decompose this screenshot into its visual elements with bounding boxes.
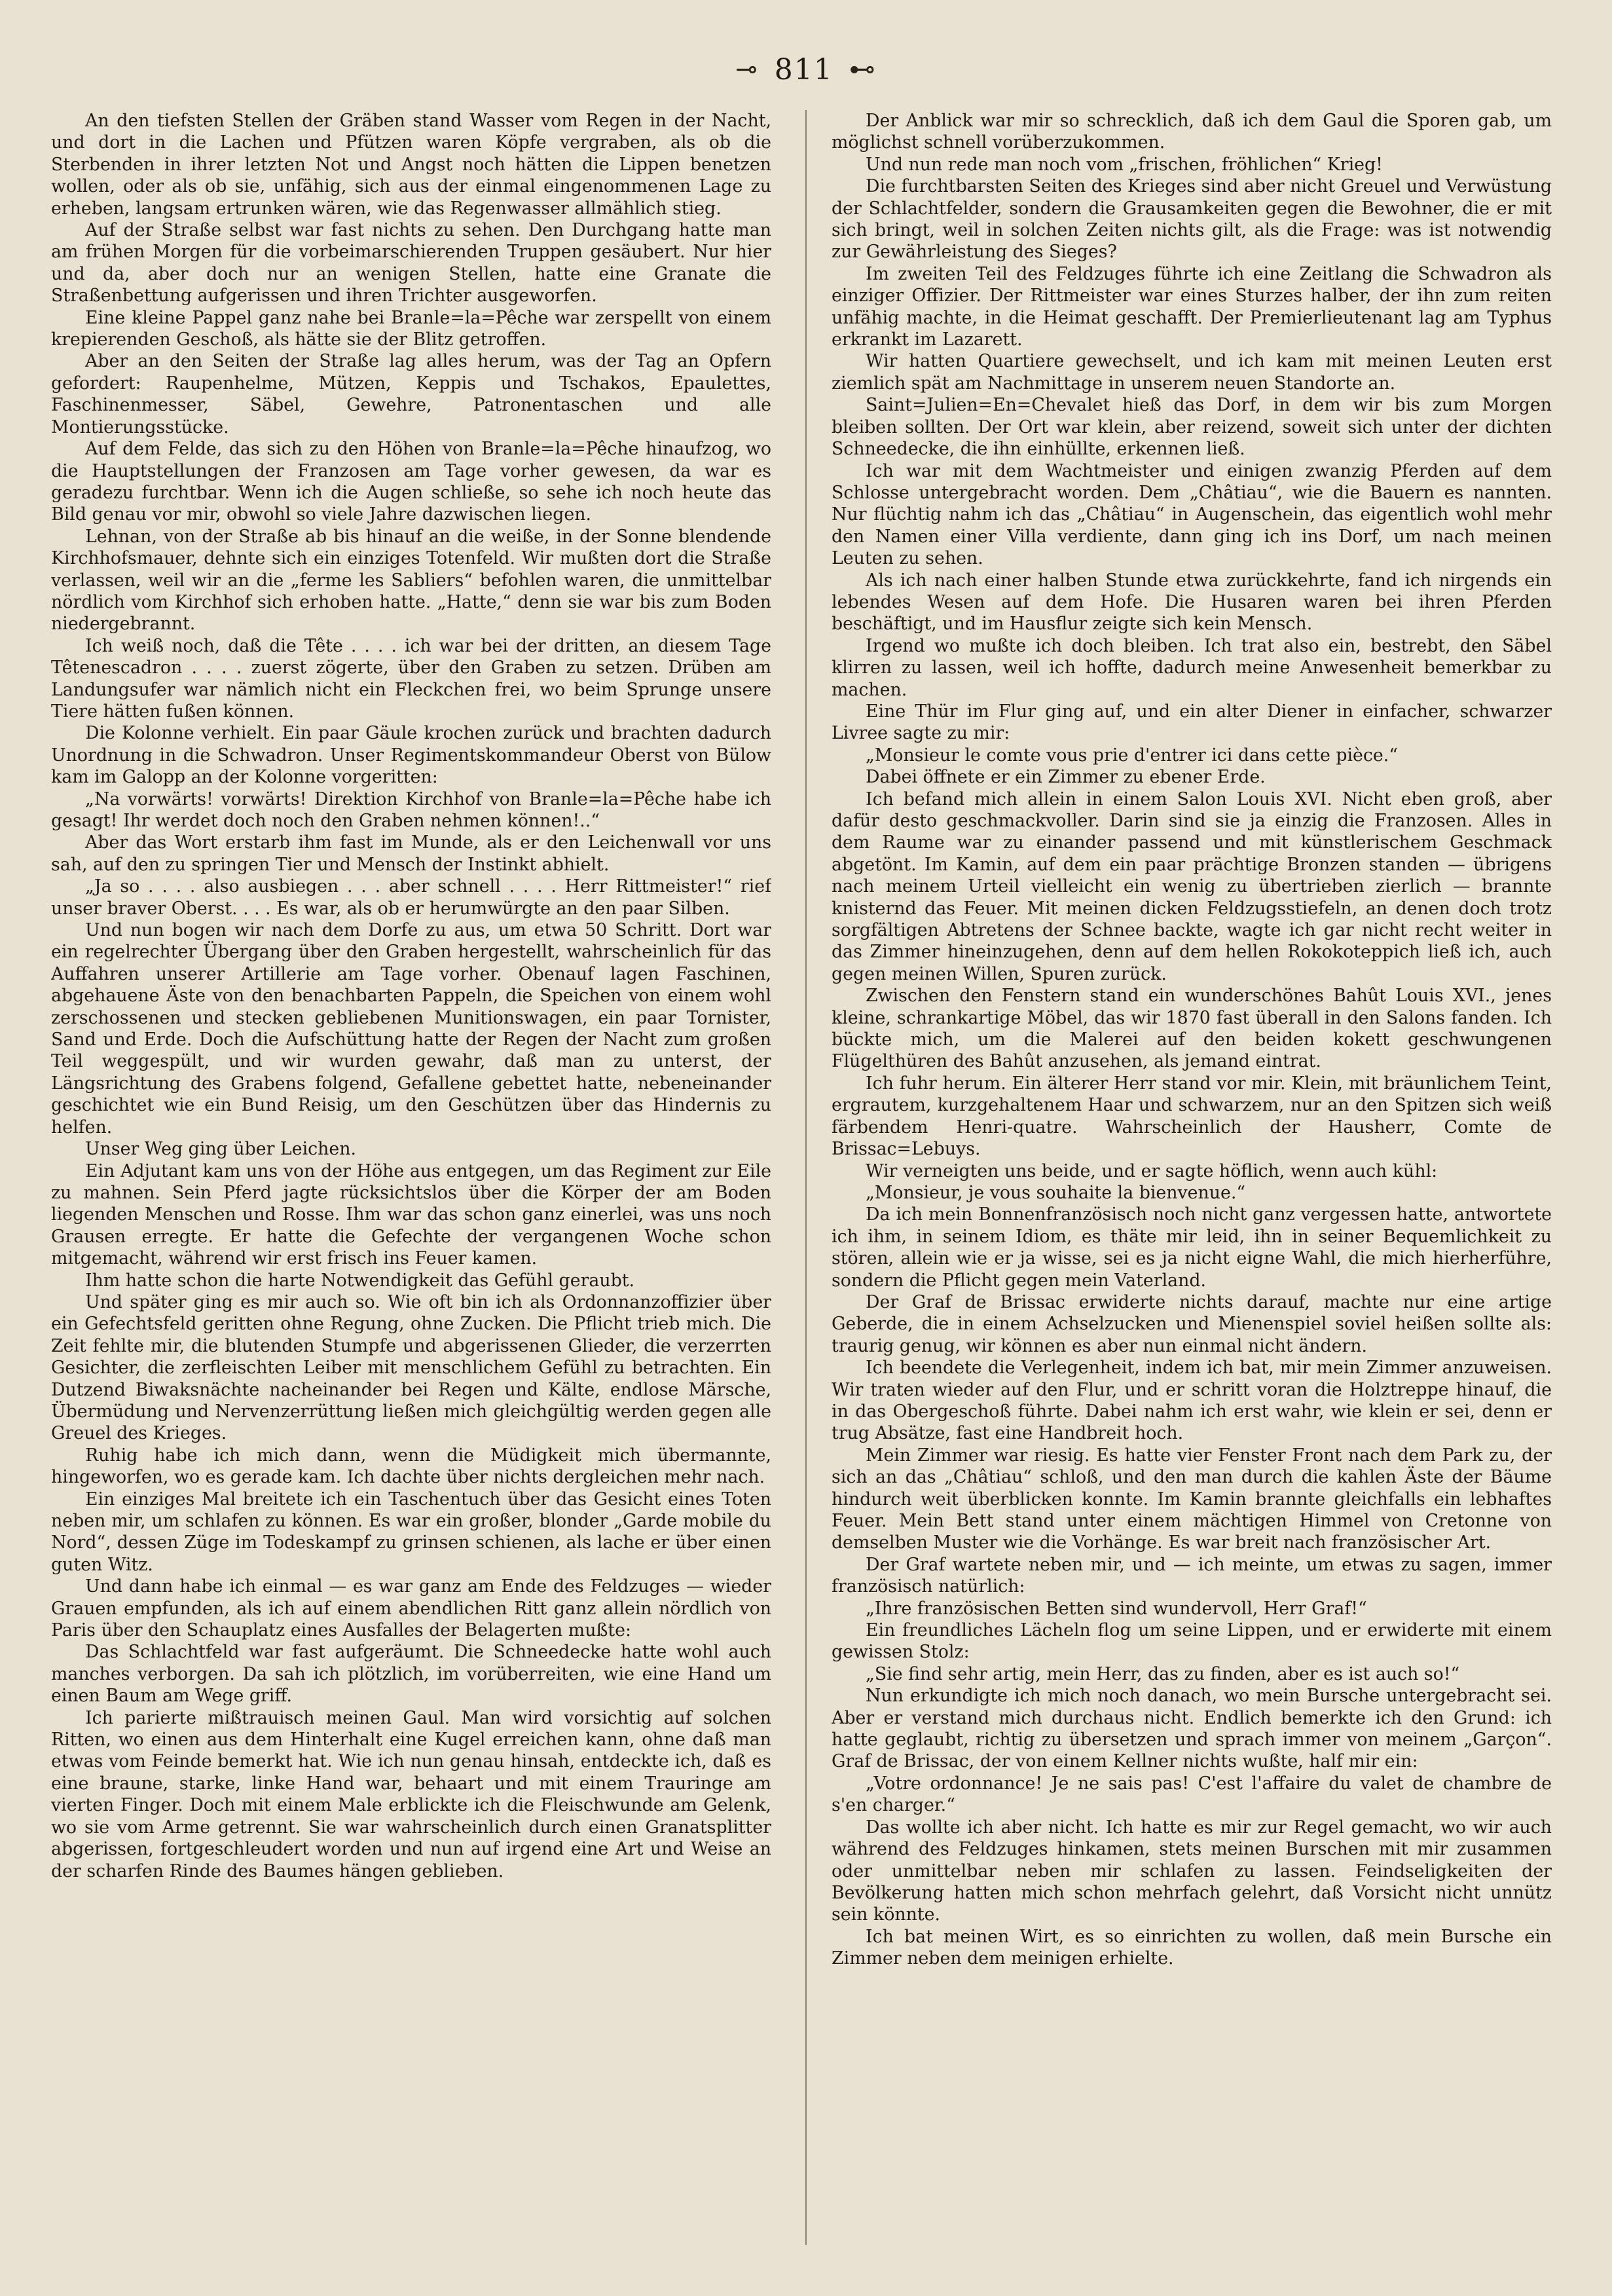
paragraph: Eine Thür im Flur ging auf, und ein alter Diener in einfacher, schwarzer Livree sagte zu mir: (832, 701, 1552, 744)
paragraph: An den tiefsten Stellen der Gräben stand Wasser vom Regen in der Nacht, und dort in die Lachen und Pfützen waren Köpfe vergraben, als ob die Sterbenden in ihrer letzten Not und Angst noch hätten die Lippen benetzen wollen, oder als ob sie, unfähig, sich aus der einmal eingenommenen Lage zu erheben, langsam ertrunken wären, wie das Regenwasser allmählich stieg. (51, 111, 771, 219)
ornament-right-icon: ⊷ (849, 54, 877, 84)
paragraph: Die furchtbarsten Seiten des Krieges sind aber nicht Greuel und Verwüstung der Schlachtfelder, sondern die Grausamkeiten gegen die Bewohner, die er mit sich bringt, weil in solchen Zeiten nichts gilt, als die Frage: was ist notwendig zur Gewährleistung des Sieges? (832, 176, 1552, 263)
paragraph: Ich parierte mißtrauisch meinen Gaul. Man wird vorsichtig auf solchen Ritten, wo einen aus dem Hinterhalt eine Kugel erreichen kann, ohne daß man etwas vom Feinde bemerkt hat. Wie ich nun genau hinsah, entdeckte ich, daß es eine braune, starke, linke Hand war, behaart und mit einem Trauringe am vierten Finger. Doch mit einem Male erblickte ich die Fleischwunde am Gelenk, wo sie vom Arme getrennt. Sie war wahrscheinlich durch einen Granatsplitter abgerissen, fortgeschleudert worden und nun auf irgend eine Art und Weise an der scharfen Rinde des Baumes hängen geblieben. (51, 1707, 771, 1881)
ornament-left-icon: ⊸ (735, 54, 759, 84)
paragraph: Zwischen den Fenstern stand ein wunderschönes Bahût Louis XVI., jenes kleine, schrankartige Möbel, das wir 1870 fast überall in den Salons fanden. Ich bückte mich, um die Malerei auf den beiden kokett geschwungenen Flügelthüren des Bahût anzusehen, als jemand eintrat. (832, 986, 1552, 1072)
paragraph: Ruhig habe ich mich dann, wenn die Müdigkeit mich übermannte, hingeworfen, wo es gerade kam. Ich dachte über nichts dergleichen mehr nach. (51, 1445, 771, 1488)
paragraph: Als ich nach einer halben Stunde etwa zurückkehrte, fand ich nirgends ein lebendes Wesen auf dem Hofe. Die Husaren waren bei ihren Pferden beschäftigt, und im Hausflur zeigte sich kein Mensch. (832, 570, 1552, 635)
paragraph: „Monsieur le comte vous prie d'entrer ici dans cette pièce.“ (866, 745, 1399, 766)
paragraph: Im zweiten Teil des Feldzuges führte ich eine Zeitlang die Schwadron als einziger Offizier. Der Rittmeister war eines Sturzes halber, der ihn zum reiten unfähig machte, in die Heimat geschafft. Der Premierlieutenant lag am Typhus erkrankt im Lazarett. (832, 263, 1552, 350)
paragraph: „Na vorwärts! vorwärts! Direktion Kirchhof von Branle=la=Pêche habe ich gesagt! Ihr werdet doch noch den Graben nehmen können!..“ (51, 788, 771, 831)
paragraph: Ich bat meinen Wirt, es so einrichten zu wollen, daß mein Bursche ein Zimmer neben dem meinigen erhielte. (832, 1926, 1552, 1969)
paragraph: Ich war mit dem Wachtmeister und einigen zwanzig Pferden auf dem Schlosse untergebracht worden. Dem „Châtiau“, wie die Bauern es nannten. Nur flüchtig nahm ich das „Châtiau“ in Augenschein, das eigentlich wohl mehr den Namen einer Villa verdiente, dann ging ich ins Dorf, um nach meinen Leuten zu sehen. (832, 460, 1552, 569)
paragraph: Dabei öffnete er ein Zimmer zu ebener Erde. (866, 767, 1266, 788)
paragraph: Ein freundliches Lächeln flog um seine Lippen, und er erwiderte mit einem gewissen Stolz: (832, 1620, 1552, 1663)
paragraph: Ihm hatte schon die harte Notwendigkeit das Gefühl geraubt. (85, 1270, 635, 1291)
paragraph: „Ja so . . . . also ausbiegen . . . aber schnell . . . . Herr Rittmeister!“ rief unser braver Oberst. . . . Es war, als ob er herumwürgte an den paar Silben. (51, 876, 771, 919)
paragraph: Das wollte ich aber nicht. Ich hatte es mir zur Regel gemacht, wo wir auch während des Feldzuges hinkamen, stets meinen Burschen mit mir zusammen oder unmittelbar neben mir schlafen zu lassen. Feindseligkeiten der Bevölkerung hatten mich schon mehrfach gelehrt, daß Vorsicht nicht unnütz sein könnte. (832, 1817, 1552, 1925)
paragraph: Unser Weg ging über Leichen. (85, 1139, 357, 1160)
paragraph: Auf der Straße selbst war fast nichts zu sehen. Den Durchgang hatte man am frühen Morgen für die vorbeimarschierenden Truppen gesäubert. Nur hier und da, aber doch nur an wenigen Stellen, hatte eine Granate die Straßenbettung aufgerissen und ihren Trichter ausgeworfen. (51, 220, 771, 306)
paragraph: Eine kleine Pappel ganz nahe bei Branle=la=Pêche war zerspellt von einem krepierenden Geschoß, als hätte sie der Blitz getroffen. (51, 307, 771, 350)
paragraph: Irgend wo mußte ich doch bleiben. Ich trat also ein, bestrebt, den Säbel klirren zu lassen, weil ich hoffte, dadurch meine Anwesenheit bemerkbar zu machen. (832, 635, 1552, 700)
paragraph: Ein Adjutant kam uns von der Höhe aus entgegen, um das Regiment zur Eile zu mahnen. Sein Pferd jagte rücksichtslos über die Körper der am Boden liegenden Menschen und Rosse. Ihm war das schon ganz einerlei, was uns noch Grausen erregte. Er hatte die Gefechte der vergangenen Woche schon mitgemacht, während wir erst frisch ins Feuer kamen. (51, 1160, 771, 1269)
right-column (832, 110, 1552, 2271)
paragraph: Ich weiß noch, daß die Tête . . . . ich war bei der dritten, an diesem Tage Têtenescadron . . . . zuerst zögerte, über den Graben zu setzen. Drüben am Landungsufer war nämlich nicht ein Fleckchen frei, wo beim Sprunge unsere Tiere hätten fußen können. (51, 635, 771, 722)
paragraph: Auf dem Felde, das sich zu den Höhen von Branle=la=Pêche hinaufzog, wo die Hauptstellungen der Franzosen am Tage vorher gewesen, da war es geradezu furchtbar. Wenn ich die Augen schließe, so sehe ich noch heute das Bild genau vor mir, obwohl so viele Jahre dazwischen liegen. (51, 439, 771, 525)
paragraph: „Votre ordonnance! Je ne sais pas! C'est l'affaire du valet de chambre de s'en charger.“ (832, 1773, 1552, 1816)
paragraph: Aber an den Seiten der Straße lag alles herum, was der Tag an Opfern gefordert: Raupenhelme, Mützen, Keppis und Tschakos, Epaulettes, Faschinenmesser, Säbel, Gewehre, Patronentaschen und alle Montierungsstücke. (51, 351, 771, 437)
paragraph: Der Graf de Brissac erwiderte nichts darauf, machte nur eine artige Geberde, die in einem Achselzucken und Mienenspiel soviel heißen sollte als: traurig genug, wir können es aber nun einmal nicht ändern. (832, 1291, 1552, 1356)
paragraph: „Ihre französischen Betten sind wundervoll, Herr Graf!“ (866, 1598, 1367, 1619)
paragraph: Und nun rede man noch vom „frischen, fröhlichen“ Krieg! (866, 154, 1383, 175)
paragraph: Und dann habe ich einmal — es war ganz am Ende des Feldzuges — wieder Grauen empfunden, als ich auf einem abendlichen Ritt ganz allein nördlich von Paris über den Schauplatz eines Ausfalles der Belagerten mußte: (51, 1576, 771, 1641)
page-number: 811 (774, 52, 833, 86)
column-divider (805, 110, 807, 2245)
paragraph: Ich befand mich allein in einem Salon Louis XVI. Nicht eben groß, aber dafür desto geschmackvoller. Darin sind sie ja einzig die Franzosen. Alles in dem Raume war zu einander passend und mit künstlerischem Geschmack abgetönt. Im Kamin, auf dem ein paar prächtige Bronzen standen — übrigens nach meinem Urteil vielleicht ein wenig zu übertrieben zierlich — brannte knisternd das Feuer. Mit meinen dicken Feldzugsstiefeln, an denen doch trotz sorgfältigen Abtretens der Schnee backte, wagte ich gar nicht recht weiter in das Zimmer hineinzugehen, denn auf dem hellen Rokokoteppich ließ ich, auch gegen meinen Willen, Spuren zurück. (832, 788, 1552, 984)
paragraph: Mein Zimmer war riesig. Es hatte vier Fenster Front nach dem Park zu, der sich an das „Châtiau“ schloß, und den man durch die kahlen Äste der Bäume hindurch weit überblicken konnte. Im Kamin brannte gleichfalls ein lebhaftes Feuer. Mein Bett stand unter einem mächtigen Himmel von Cretonne von demselben Muster wie die Vorhänge. Es war breit nach französischer Art. (832, 1445, 1552, 1553)
paragraph: Ein einziges Mal breitete ich ein Taschentuch über das Gesicht eines Toten neben mir, um schlafen zu können. Es war ein großer, blonder „Garde mobile du Nord“, dessen Züge im Todeskampf zu grinsen schienen, als lache er über einen guten Witz. (51, 1489, 771, 1575)
paragraph: „Sie find sehr artig, mein Herr, das zu finden, aber es ist auch so!“ (866, 1663, 1460, 1684)
paragraph: Das Schlachtfeld war fast aufgeräumt. Die Schneedecke hatte wohl auch manches verborgen. Da sah ich plötzlich, im vorüberreiten, wie eine Hand um einen Baum am Wege griff. (51, 1642, 771, 1707)
paragraph: Und nun bogen wir nach dem Dorfe zu aus, um etwa 50 Schritt. Dort war ein regelrechter Übergang über den Graben hergestellt, wahrscheinlich für das Auffahren unserer Artillerie am Tage vorher. Obenauf lagen Faschinen, abgehauene Äste von den benachbarten Pappeln, die Speichen von einem wohl zerschossenen und stecken gebliebenen Munitionswagen, ein paar Tornister, Sand und Erde. Doch die Aufschüttung hatte der Regen der Nacht zum großen Teil weggespült, und wir wurden gewahr, daß man zu unterst, der Längsrichtung des Grabens folgend, Gefallene gebettet hatte, nebeneinander geschichtet wie ein Bund Reisig, um den Geschützen über das Hindernis zu helfen. (51, 920, 771, 1138)
paragraph: Wir verneigten uns beide, und er sagte höflich, wenn auch kühl: (866, 1160, 1438, 1181)
paragraph: Da ich mein Bonnenfranzösisch noch nicht ganz vergessen hatte, antwortete ich ihm, in seinem Idiom, es thäte mir leid, ihn in seiner Bequemlichkeit zu stören, allein wie er ja wisse, sei es ja nicht eigne Wahl, die mich hierherführe, sondern die Pflicht gegen mein Vaterland. (832, 1204, 1552, 1291)
paragraph: Saint=Julien=En=Chevalet hieß das Dorf, in dem wir bis zum Morgen bleiben sollten. Der Ort war klein, aber reizend, soweit sich unter der dichten Schneedecke, die ihn einhüllte, erkennen ließ. (832, 395, 1552, 460)
paragraph: Aber das Wort erstarb ihm fast im Munde, als er den Leichenwall vor uns sah, auf den zu springen Tier und Mensch der Instinkt abhielt. (51, 832, 771, 875)
paragraph: Die Kolonne verhielt. Ein paar Gäule krochen zurück und brachten dadurch Unordnung in die Schwadron. Unser Regimentskommandeur Oberst von Bülow kam im Galopp an der Kolonne vorgeritten: (51, 723, 771, 788)
paragraph: Nun erkundigte ich mich noch danach, wo mein Bursche untergebracht sei. Aber er verstand mich durchaus nicht. Endlich bemerkte ich den Grund: ich hatte geglaubt, richtig zu übersetzen und sprach immer von meinem „Garçon“. Graf de Brissac, der von einem Kellner nichts wußte, half mir ein: (832, 1686, 1552, 1772)
paragraph: Ich fuhr herum. Ein älterer Herr stand vor mir. Klein, mit bräunlichem Teint, ergrautem, kurzgehaltenem Haar und schwarzem, nur an den Spitzen sich weiß färbendem Henri-quatre. Wahrscheinlich der Hausherr, Comte de Brissac=Lebuys. (832, 1073, 1552, 1160)
paragraph: Der Graf wartete neben mir, und — ich meinte, um etwas zu sagen, immer französisch natürlich: (832, 1554, 1552, 1597)
paragraph: Ich beendete die Verlegenheit, indem ich bat, mir mein Zimmer anzuweisen. Wir traten wieder auf den Flur, und er schritt voran die Holztreppe hinauf, die in das Obergeschoß führte. Dabei nahm ich erst wahr, wie klein er sei, denn er trug Absätze, fast eine Handbreit hoch. (832, 1358, 1552, 1444)
paragraph: Der Anblick war mir so schrecklich, daß ich dem Gaul die Sporen gab, um möglichst schnell vorüberzukommen. (832, 111, 1552, 153)
page-header (0, 43, 1612, 96)
left-column (51, 110, 771, 2271)
paragraph: Lehnan, von der Straße ab bis hinauf an die weiße, in der Sonne blendende Kirchhofsmauer, dehnte sich ein einziges Totenfeld. Wir mußten dort die Straße verlassen, weil wir an die „ferme les Sabliers“ befohlen waren, die unmittelbar nördlich vom Kirchhof sich erhoben hatte. „Hatte,“ denn sie war bis zum Boden niedergebrannt. (51, 526, 771, 635)
paragraph: Wir hatten Quartiere gewechselt, und ich kam mit meinen Leuten erst ziemlich spät am Nachmittage in unserem neuen Standorte an. (832, 351, 1552, 394)
paragraph: Und später ging es mir auch so. Wie oft bin ich als Ordonnanzoffizier über ein Gefechtsfeld geritten ohne Regung, ohne Zucken. Die Pflicht trieb mich. Die Zeit fehlte mir, die blutenden Stumpfe und abgerissenen Glieder, die verzerrten Gesichter, die zerfleischten Leiber mit menschlichem Gefühl zu betrachten. Ein Dutzend Biwaksnächte nacheinander bei Regen und Kälte, endlose Märsche, Übermüdung und Nervenzerrüttung ließen mich gleichgültig werden gegen alle Greuel des Krieges. (51, 1291, 771, 1444)
paragraph: „Monsieur, je vous souhaite la bienvenue.“ (866, 1182, 1246, 1203)
